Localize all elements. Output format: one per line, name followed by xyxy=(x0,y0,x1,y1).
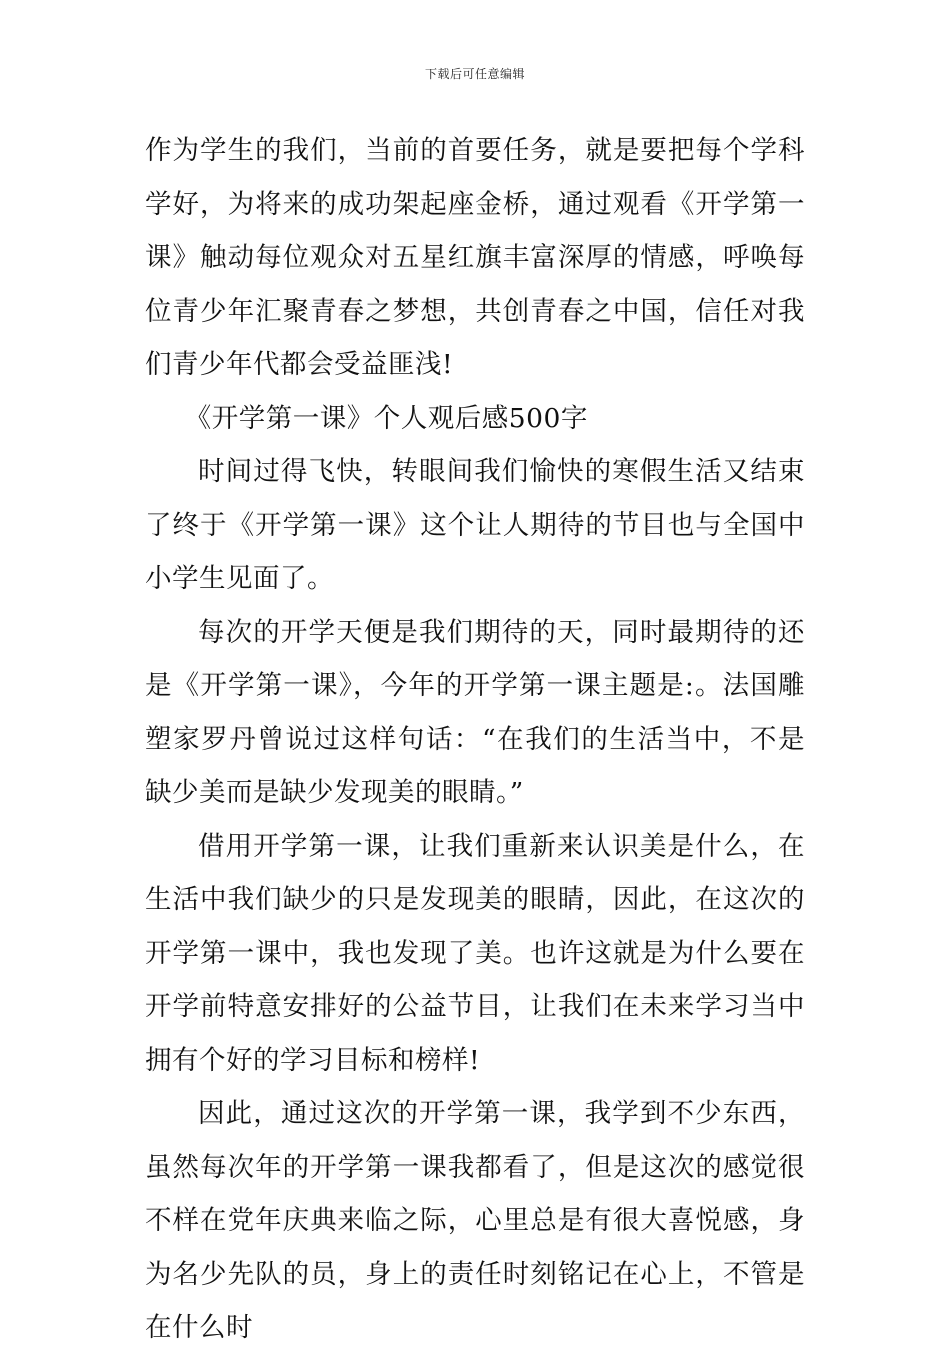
paragraph: 借用开学第一课，让我们重新来认识美是什么，在生活中我们缺少的只是发现美的眼睛，因此，在这次的开学第一课中，我也发现了美。也许这就是为什么要在开学前特意安排好的公益节目，让我们在未来学习当中拥有个好的学习目标和榜样! xyxy=(145,830,805,1076)
article-subtitle: 《开学第一课》个人观后感500字 xyxy=(184,402,588,434)
paragraph: 因此，通过这次的开学第一课，我学到不少东西，虽然每次年的开学第一课我都看了，但是这次的感觉很不样在党年庆典来临之际，心里总是有很大喜悦感，身为名少先队的员，身上的责任时刻铭记在心上，不管是在什么时 xyxy=(145,1098,805,1343)
header-note: 下载后可任意编辑 xyxy=(424,67,525,81)
paragraph-continued: 作为学生的我们，当前的首要任务，就是要把每个学科学好，为将来的成功架起座金桥，通过观看《开学第一课》触动每位观众对五星红旗丰富深厚的情感，呼唤每位青少年汇聚青春之梦想，共创青春之中国，信任对我们青少年代都会受益匪浅! xyxy=(145,135,805,380)
paragraph: 时间过得飞快，转眼间我们愉快的寒假生活又结束了终于《开学第一课》这个让人期待的节目也与全国中小学生见面了。 xyxy=(145,456,805,594)
paragraph: 每次的开学天便是我们期待的天，同时最期待的还是《开学第一课》，今年的开学第一课主题是:。法国雕塑家罗丹曾说过这样句话：“在我们的生活当中，不是缺少美而是缺少发现美的眼睛。” xyxy=(145,616,805,808)
document-body xyxy=(145,124,805,1355)
